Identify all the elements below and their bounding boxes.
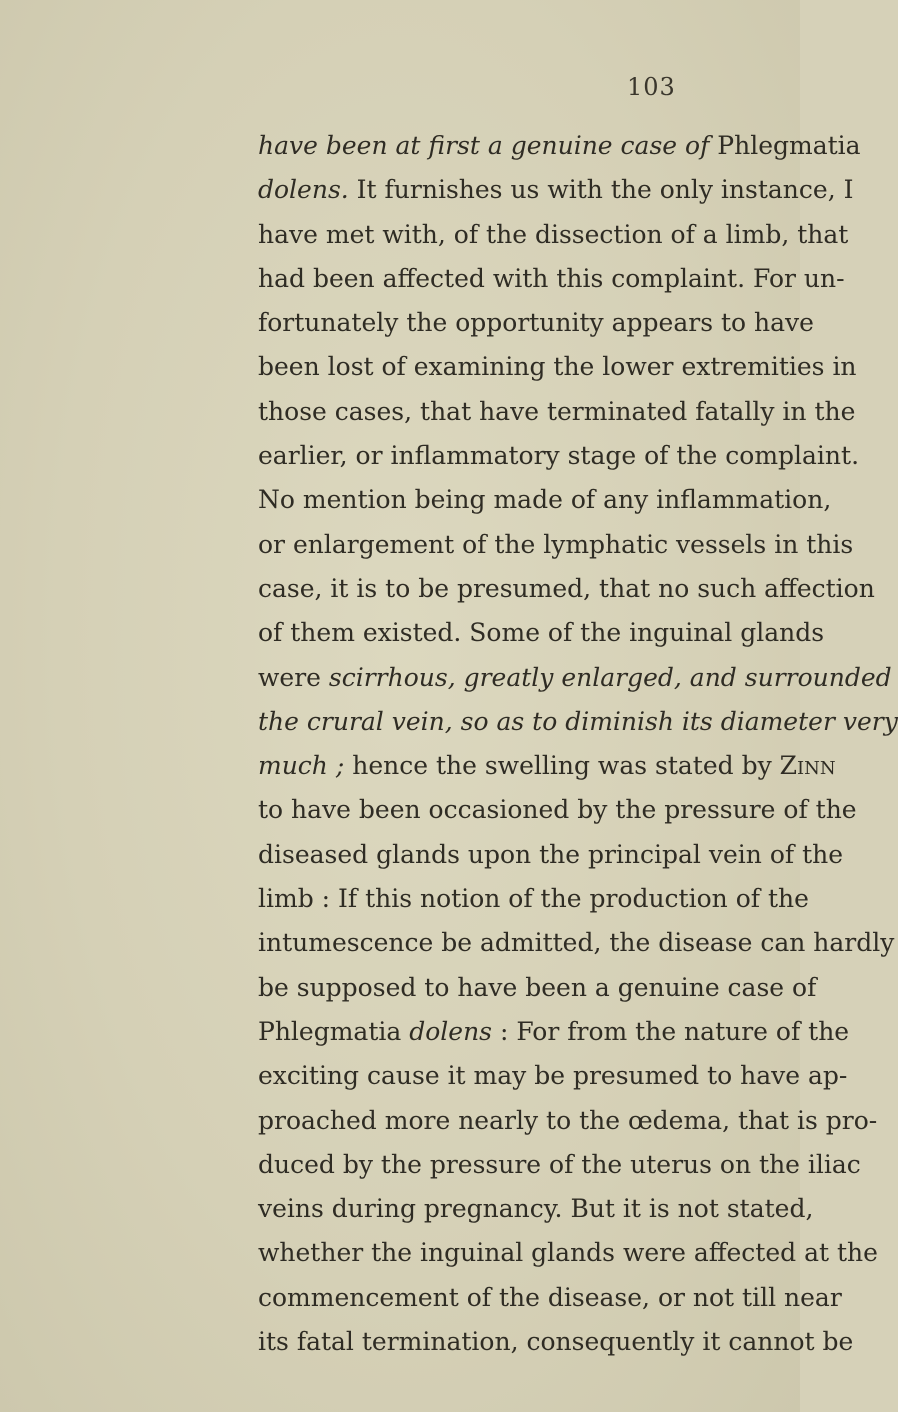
text-line <box>258 611 825 655</box>
text-segment: have met with, of the dissection of a limb, that <box>258 219 849 249</box>
text-line <box>258 788 857 832</box>
text-line <box>258 1231 878 1275</box>
text-segment: case, it is to be presumed, that no such affection <box>258 573 875 603</box>
text-segment: It furnishes us with the only instance, I <box>348 175 854 205</box>
text-segment: proached more nearly to the œdema, that is pro- <box>258 1105 878 1135</box>
text-segment: Phlegmatia <box>258 1016 410 1046</box>
text-line <box>258 744 836 788</box>
body-text <box>258 124 898 1364</box>
text-segment: earlier, or inflammatory stage of the complaint. <box>258 441 860 471</box>
text-segment: exciting cause it may be presumed to have ap- <box>258 1061 848 1091</box>
text-segment: limb : If this notion of the production of the <box>258 884 809 914</box>
text-line <box>258 1099 878 1143</box>
text-segment: Phlegmatia <box>709 131 861 160</box>
text-segment: veins during pregnancy. But it is not stated, <box>258 1194 814 1224</box>
text-line <box>258 877 809 921</box>
text-line <box>258 1054 848 1098</box>
text-segment: Zinn <box>779 751 836 781</box>
text-segment: its fatal termination, consequently it cannot be <box>258 1327 854 1357</box>
text-segment: No mention being made of any inflammation, <box>258 485 832 515</box>
text-line <box>258 1143 861 1187</box>
text-line <box>258 1187 814 1231</box>
text-line <box>258 921 895 965</box>
text-line <box>258 567 875 611</box>
text-line <box>258 656 892 700</box>
text-line <box>258 833 844 877</box>
text-segment: intumescence be admitted, the disease can hardly <box>258 928 895 958</box>
text-segment: the crural vein, so as to diminish its diameter very <box>258 706 898 736</box>
text-segment: to have been occasioned by the pressure of the <box>258 795 857 825</box>
text-segment: fortunately the opportunity appears to have <box>258 308 814 338</box>
text-line <box>258 124 861 168</box>
text-segment: been lost of examining the lower extremities in <box>258 352 857 382</box>
text-line <box>258 390 856 434</box>
page-number: 103 <box>627 73 676 101</box>
text-segment: : For from the nature of the <box>492 1016 850 1046</box>
text-segment: commencement of the disease, or not till near <box>258 1282 842 1312</box>
text-segment: duced by the pressure of the uterus on the iliac <box>258 1149 861 1179</box>
text-line <box>258 523 854 567</box>
text-segment: diseased glands upon the principal vein of the <box>258 839 844 869</box>
text-line <box>258 966 817 1010</box>
text-line <box>258 1276 842 1320</box>
text-line <box>258 1320 854 1364</box>
text-segment: had been affected with this complaint. For un- <box>258 263 845 293</box>
text-line <box>258 213 849 257</box>
text-segment: were <box>258 662 329 692</box>
text-line <box>258 168 854 212</box>
text-segment: whether the inguinal glands were affected at the <box>258 1238 878 1268</box>
text-segment: of them existed. Some of the inguinal glands <box>258 618 825 648</box>
text-line <box>258 301 814 345</box>
text-segment: dolens. <box>258 175 349 205</box>
text-segment: hence the swelling was stated by <box>344 751 780 781</box>
text-segment: those cases, that have terminated fatally in the <box>258 396 856 426</box>
text-segment: much ; <box>258 751 345 781</box>
text-line <box>258 478 832 522</box>
text-segment: have been at first a genuine case of <box>258 131 710 160</box>
text-segment: be supposed to have been a genuine case of <box>258 972 817 1002</box>
text-line <box>258 434 860 478</box>
text-segment: dolens <box>409 1016 493 1046</box>
text-line <box>258 257 845 301</box>
text-line <box>258 345 857 389</box>
text-line <box>258 1010 850 1054</box>
text-line <box>258 700 898 744</box>
text-segment: scirrhous, greatly enlarged, and surrounded <box>328 662 892 692</box>
text-segment: or enlargement of the lymphatic vessels in this <box>258 529 854 559</box>
